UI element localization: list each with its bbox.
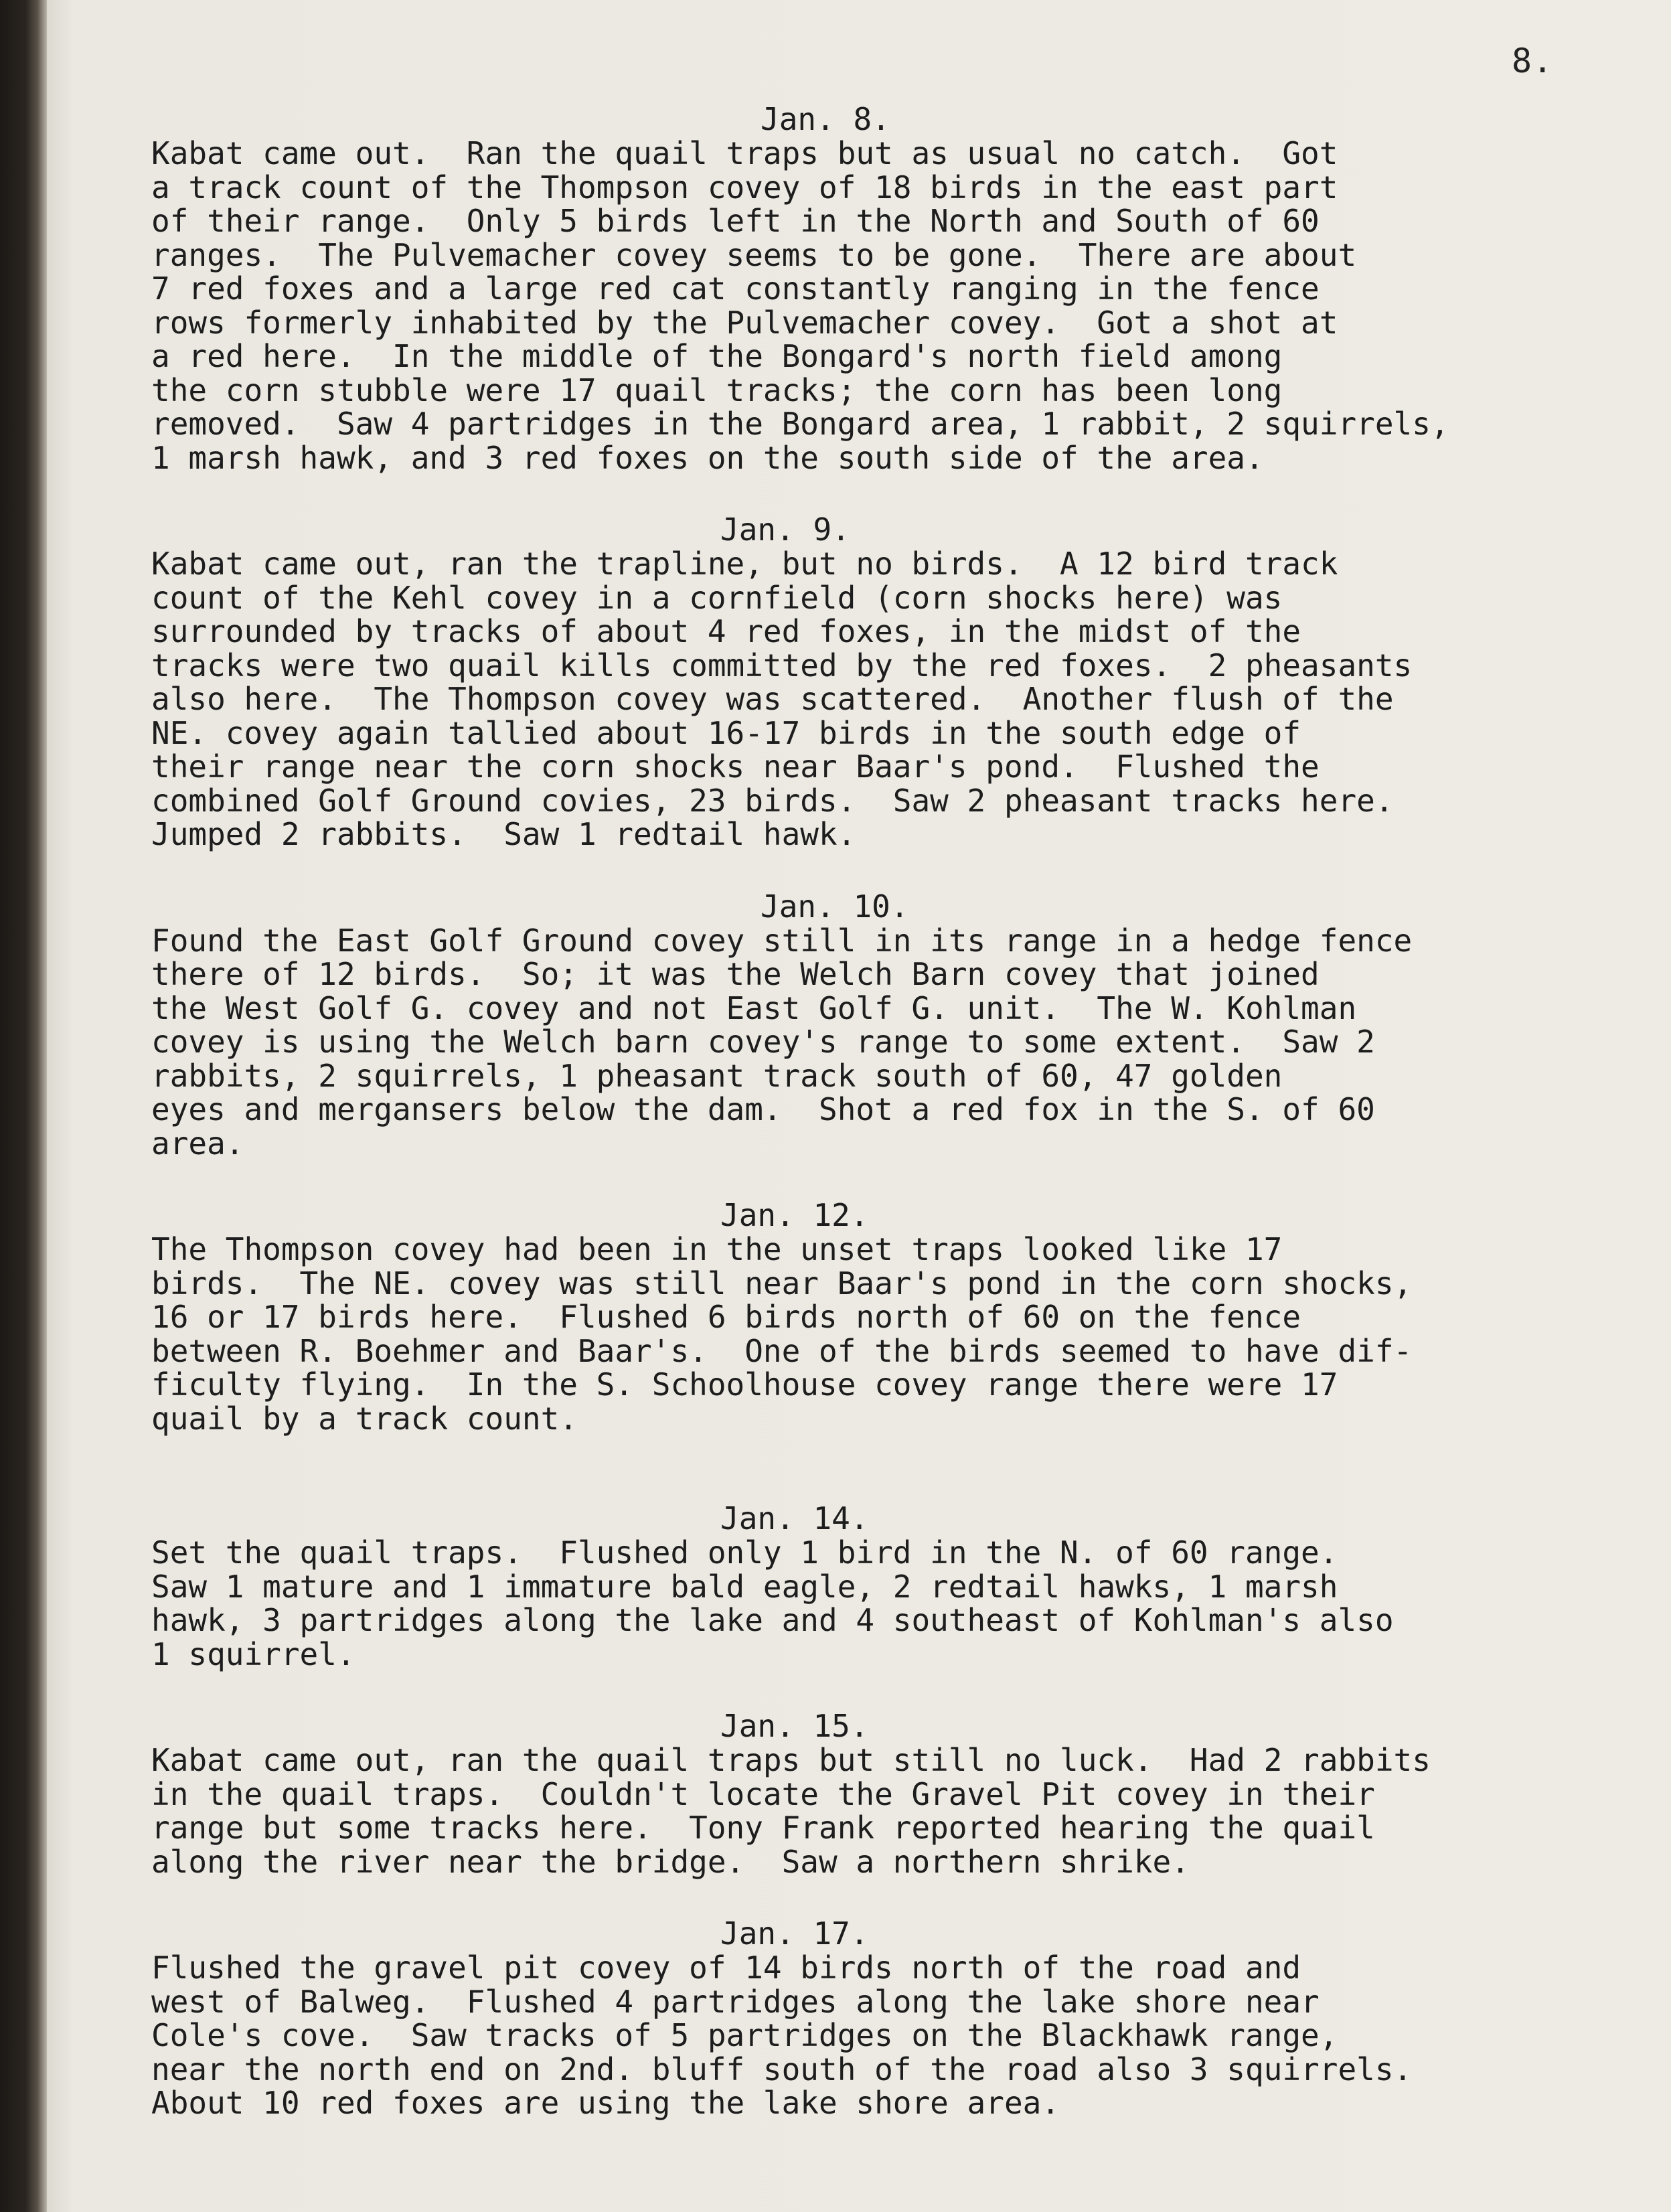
journal-entry	[151, 1199, 1638, 1435]
entry-date: Jan. 9.	[720, 511, 850, 548]
text-line: west of Balweg. Flushed 4 partridges along the lake shore near	[151, 1983, 1320, 2020]
text-line: NE. covey again tallied about 16-17 birds in the south edge of	[151, 714, 1301, 751]
entry-date: Jan. 12.	[720, 1197, 869, 1233]
journal-entry	[151, 1917, 1638, 2120]
journal-entry	[151, 511, 1638, 852]
text-line: Cole's cove. Saw tracks of 5 partridges on the Blackhawk range,	[151, 2017, 1338, 2053]
entry-text	[151, 547, 1638, 852]
text-line: rabbits, 2 squirrels, 1 pheasant track south of 60, 47 golden	[151, 1057, 1283, 1094]
entry-text	[151, 1233, 1638, 1435]
text-line: ranges. The Pulvemacher covey seems to be gone. There are about	[151, 236, 1357, 273]
text-line: hawk, 3 partridges along the lake and 4 southeast of Kohlman's also	[151, 1602, 1394, 1638]
entry-date: Jan. 14.	[720, 1500, 869, 1536]
text-line: Kabat came out. Ran the quail traps but as usual no catch. Got	[151, 135, 1338, 171]
text-line: along the river near the bridge. Saw a northern shrike.	[151, 1843, 1190, 1880]
text-line: between R. Boehmer and Baar's. One of the birds seemed to have dif-	[151, 1332, 1413, 1369]
text-line: near the north end on 2nd. bluff south of the road also 3 squirrels.	[151, 2051, 1413, 2087]
journal-entry	[151, 103, 1638, 475]
text-line: range but some tracks here. Tony Frank reported hearing the quail	[151, 1810, 1375, 1846]
text-line: tracks were two quail kills committed by the red foxes. 2 pheasants	[151, 647, 1413, 684]
text-line: Set the quail traps. Flushed only 1 bird in the N. of 60 range.	[151, 1534, 1338, 1571]
text-line: eyes and mergansers below the dam. Shot a red fox in the S. of 60	[151, 1091, 1375, 1127]
text-line: About 10 red foxes are using the lake shore area.	[151, 2085, 1060, 2121]
text-line: Kabat came out, ran the trapline, but no birds. A 12 bird track	[151, 546, 1338, 582]
text-line: rows formerly inhabited by the Pulvemacher covey. Got a shot at	[151, 304, 1338, 341]
text-line: a red here. In the middle of the Bongard's north field among	[151, 338, 1283, 374]
text-line: in the quail traps. Couldn't locate the Gravel Pit covey in their	[151, 1775, 1375, 1812]
entry-text	[151, 1536, 1638, 1671]
text-line: 16 or 17 birds here. Flushed 6 birds north of 60 on the fence	[151, 1299, 1301, 1335]
text-line: their range near the corn shocks near Baar's pond. Flushed the	[151, 748, 1320, 785]
text-line: also here. The Thompson covey was scattered. Another flush of the	[151, 681, 1394, 717]
text-line: there of 12 birds. So; it was the Welch Barn covey that joined	[151, 956, 1320, 992]
text-line: surrounded by tracks of about 4 red foxes, in the midst of the	[151, 613, 1301, 649]
text-line: ficulty flying. In the S. Schoolhouse covey range there were 17	[151, 1366, 1338, 1403]
text-line: Flushed the gravel pit covey of 14 birds north of the road and	[151, 1950, 1301, 1986]
journal-entry	[151, 1710, 1638, 1879]
text-line: a track count of the Thompson covey of 18 birds in the east part	[151, 169, 1338, 206]
text-line: Saw 1 mature and 1 immature bald eagle, 2 redtail hawks, 1 marsh	[151, 1568, 1338, 1605]
text-line: covey is using the Welch barn covey's range to some extent. Saw 2	[151, 1024, 1375, 1060]
journal-entry	[151, 1502, 1638, 1671]
text-line: removed. Saw 4 partridges in the Bongard area, 1 rabbit, 2 squirrels,	[151, 406, 1449, 442]
entry-text	[151, 1743, 1638, 1879]
text-line: Kabat came out, ran the quail traps but still no luck. Had 2 rabbits	[151, 1742, 1431, 1778]
text-line: Found the East Golf Ground covey still in its range in a hedge fence	[151, 922, 1413, 959]
entry-date: Jan. 8.	[761, 101, 890, 137]
entry-text	[151, 137, 1638, 475]
text-line: area.	[151, 1125, 244, 1162]
entry-text	[151, 1951, 1638, 2120]
text-line: 1 marsh hawk, and 3 red foxes on the south side of the area.	[151, 439, 1264, 476]
text-line: the corn stubble were 17 quail tracks; the corn has been long	[151, 372, 1283, 408]
notebook-binding	[0, 0, 47, 2212]
journal-entry	[151, 890, 1638, 1161]
text-line: quail by a track count.	[151, 1400, 578, 1437]
text-line: of their range. Only 5 birds left in the North and South of 60	[151, 203, 1320, 239]
text-line: combined Golf Ground covies, 23 birds. Saw 2 pheasant tracks here.	[151, 782, 1394, 819]
page-number: 8.	[1512, 42, 1554, 80]
journal-entries	[151, 103, 1638, 2120]
entry-text	[151, 924, 1638, 1161]
text-line: Jumped 2 rabbits. Saw 1 redtail hawk.	[151, 816, 856, 852]
entry-date: Jan. 17.	[720, 1915, 869, 1952]
text-line: the West Golf G. covey and not East Golf G. unit. The W. Kohlman	[151, 990, 1357, 1026]
text-line: 1 squirrel.	[151, 1636, 355, 1672]
text-line: birds. The NE. covey was still near Baar's pond in the corn shocks,	[151, 1265, 1413, 1301]
text-line: The Thompson covey had been in the unset traps looked like 17	[151, 1231, 1283, 1267]
text-line: 7 red foxes and a large red cat constantly ranging in the fence	[151, 270, 1320, 307]
entry-date: Jan. 10.	[761, 888, 909, 925]
entry-date: Jan. 15.	[720, 1708, 869, 1744]
text-line: count of the Kehl covey in a cornfield (corn shocks here) was	[151, 579, 1283, 616]
